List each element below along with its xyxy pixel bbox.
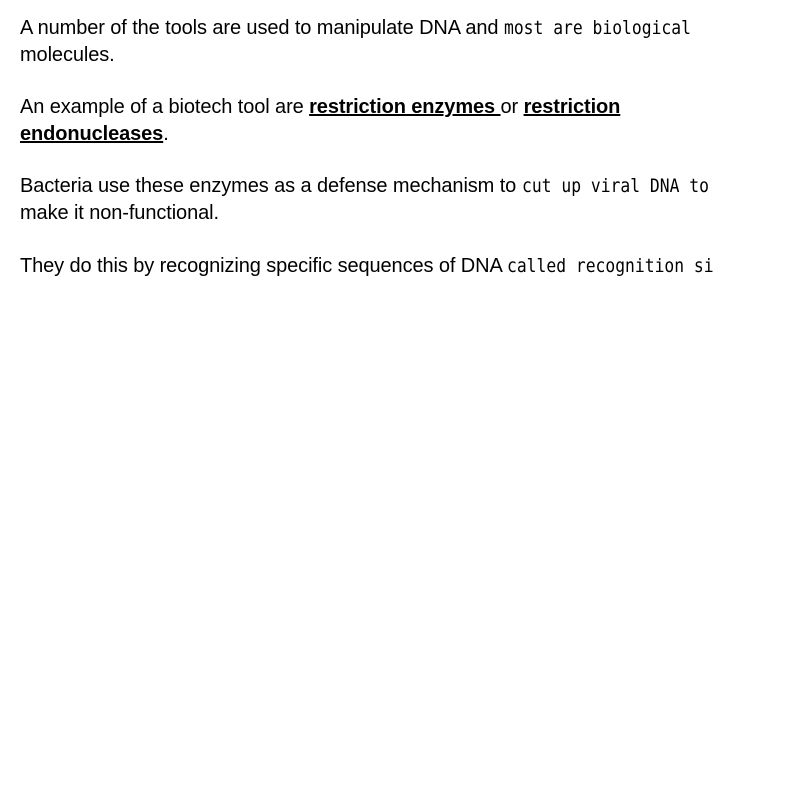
body-text: Bacteria use these enzymes as a defense mechanism to — [20, 175, 522, 197]
paragraph-tools-intro — [20, 15, 800, 69]
paragraph-bacteria-defense — [20, 173, 800, 227]
body-text: make it non-functional. — [20, 202, 219, 224]
body-text: They do this by recognizing specific sequences of DNA — [20, 255, 508, 277]
body-text: or — [500, 96, 524, 118]
paragraph-restriction-enzymes — [20, 94, 800, 148]
paragraph-recognition-sites — [20, 253, 800, 280]
paragraph-line — [20, 121, 800, 148]
body-text: A number of the tools are used to manipulate DNA and — [20, 17, 504, 39]
paragraph-line — [20, 173, 800, 200]
key-term-restriction-endonucleases-part1: restriction — [523, 96, 621, 118]
key-term-restriction-enzymes: restriction enzymes — [309, 96, 501, 118]
paragraph-line — [20, 94, 800, 121]
body-text-continued: most are biological — [503, 17, 691, 39]
body-text-continued: called recognition si — [507, 255, 714, 277]
body-text-continued: cut up viral DNA to — [521, 175, 709, 197]
body-text: An example of a biotech tool are — [20, 96, 310, 118]
body-text: . — [163, 123, 169, 145]
key-term-restriction-endonucleases-part2: endonucleases — [20, 123, 164, 145]
paragraph-line — [20, 253, 800, 280]
body-text: molecules. — [20, 44, 115, 66]
paragraph-line — [20, 15, 800, 42]
